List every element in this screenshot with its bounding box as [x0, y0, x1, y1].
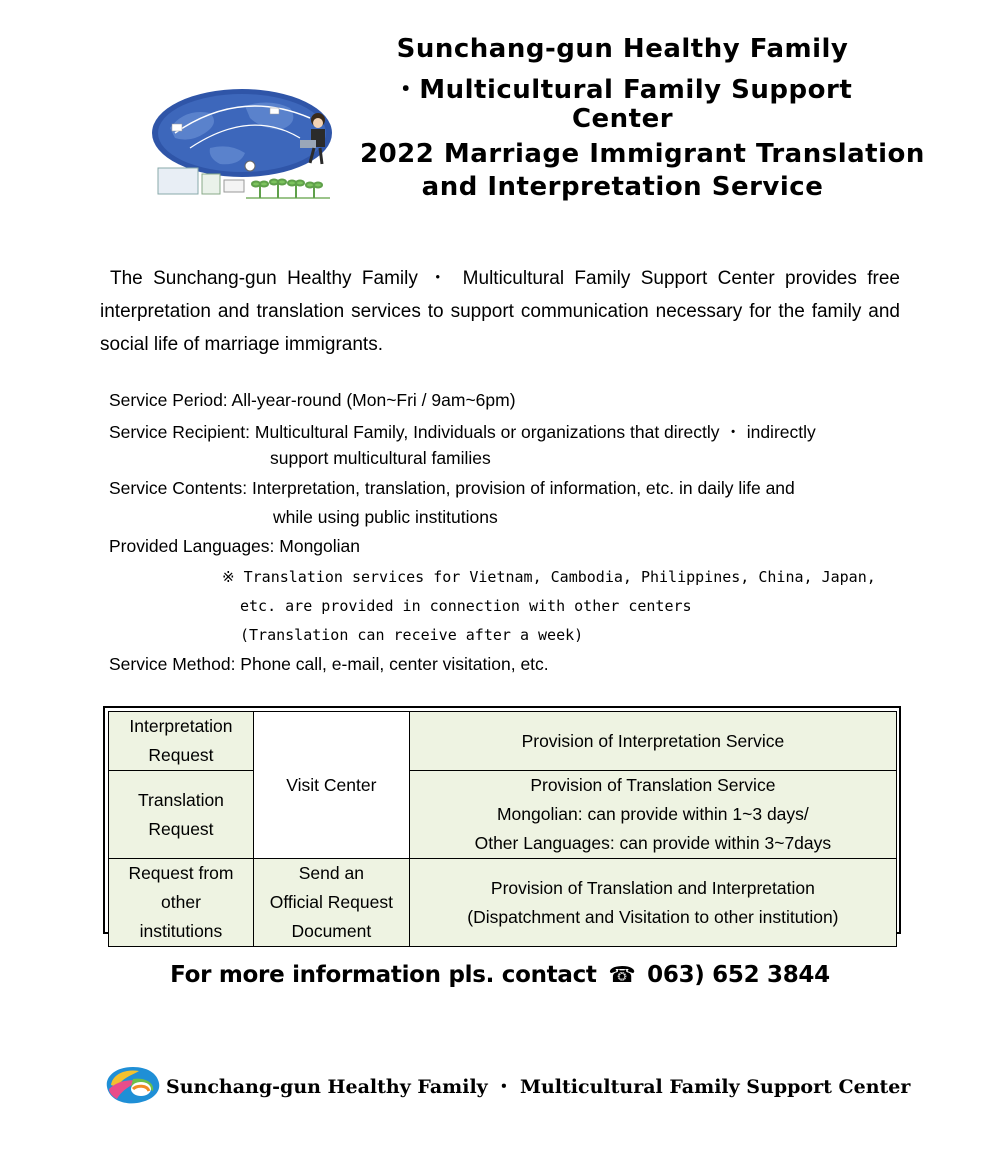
other-request-line-3: institutions [139, 921, 223, 941]
title-line-3: Center [571, 104, 674, 134]
other-institution-request-cell [109, 859, 254, 947]
interpretation-service-text: Provision of Interpretation Service [521, 730, 785, 751]
other-service-cell [409, 859, 896, 947]
translation-service-line-1: Provision of Translation Service [530, 775, 776, 795]
translation-request-cell [109, 771, 254, 859]
language-note-2: etc. are provided in connection with other centers [240, 597, 692, 615]
service-table [103, 706, 901, 941]
intro-paragraph [100, 262, 900, 361]
other-service-line-2: (Dispatchment and Visitation to other institution) [467, 906, 839, 927]
title-line-1: Sunchang-gun Healthy Family [396, 34, 849, 64]
service-table-grid [108, 711, 897, 947]
contact-phone: 063) 652 3844 [647, 962, 830, 988]
phone-icon: ☎ [608, 963, 636, 988]
translation-service-cell [409, 771, 896, 859]
center-logo-icon [103, 1063, 163, 1107]
language-note-1: ※ Translation services for Vietnam, Cambodia, Philippines, China, Japan, [222, 568, 876, 586]
visit-center-text: Visit Center [286, 774, 377, 795]
interpretation-request-cell [109, 712, 254, 771]
globe-with-person-illustration [150, 88, 335, 200]
service-method: Service Method: Phone call, e-mail, center visitation, etc. [109, 654, 549, 674]
interpretation-request-line-2: Request [148, 745, 214, 765]
service-contents: Service Contents: Interpretation, translation, provision of information, etc. in daily life and [109, 478, 795, 498]
official-request-line-3: Document [291, 921, 372, 941]
visit-center-cell [253, 712, 409, 859]
interpretation-service-cell [409, 712, 896, 771]
other-service-line-1: Provision of Translation and Interpretation [490, 877, 815, 898]
translation-service-line-2: Mongolian: can provide within 1~3 days/ [496, 804, 809, 824]
other-request-line-2: other [161, 892, 201, 912]
official-request-cell [253, 859, 409, 947]
footer-center-name: Sunchang-gun Healthy Family ・ Multicultural Family Support Center [166, 1076, 911, 1098]
service-recipient-cont: support multicultural families [270, 448, 491, 468]
translation-service-line-3: Other Languages: can provide within 3~7days [474, 833, 832, 853]
provided-languages: Provided Languages: Mongolian [109, 536, 361, 556]
contact-label: For more information pls. contact [170, 962, 597, 988]
title-line-5: and Interpretation Service [421, 172, 824, 202]
service-period: Service Period: All-year-round (Mon~Fri / 9am~6pm) [109, 390, 516, 410]
interpretation-request-line-1: Interpretation [129, 716, 233, 736]
other-request-line-1: Request from [128, 863, 234, 883]
service-recipient: Service Recipient: Multicultural Family, Individuals or organizations that directly ・ indirectly [109, 422, 816, 442]
title-line-2: ・Multicultural Family Support [392, 75, 853, 105]
official-request-line-1: Send an [298, 863, 364, 883]
contact-line [0, 962, 987, 988]
title-line-4: 2022 Marriage Immigrant Translation [360, 139, 925, 169]
intro-text: The Sunchang-gun Healthy Family ・ Multicultural Family Support Center provides free interpretation and translation services to support communication necessary for the family and social life of marriage immigrants. [100, 268, 900, 355]
service-contents-cont: while using public institutions [273, 507, 498, 527]
translation-request-line-1: Translation [138, 789, 224, 810]
official-request-line-2: Official Request [269, 892, 393, 912]
translation-request-line-2: Request [148, 818, 214, 839]
language-note-3: (Translation can receive after a week) [240, 626, 584, 644]
